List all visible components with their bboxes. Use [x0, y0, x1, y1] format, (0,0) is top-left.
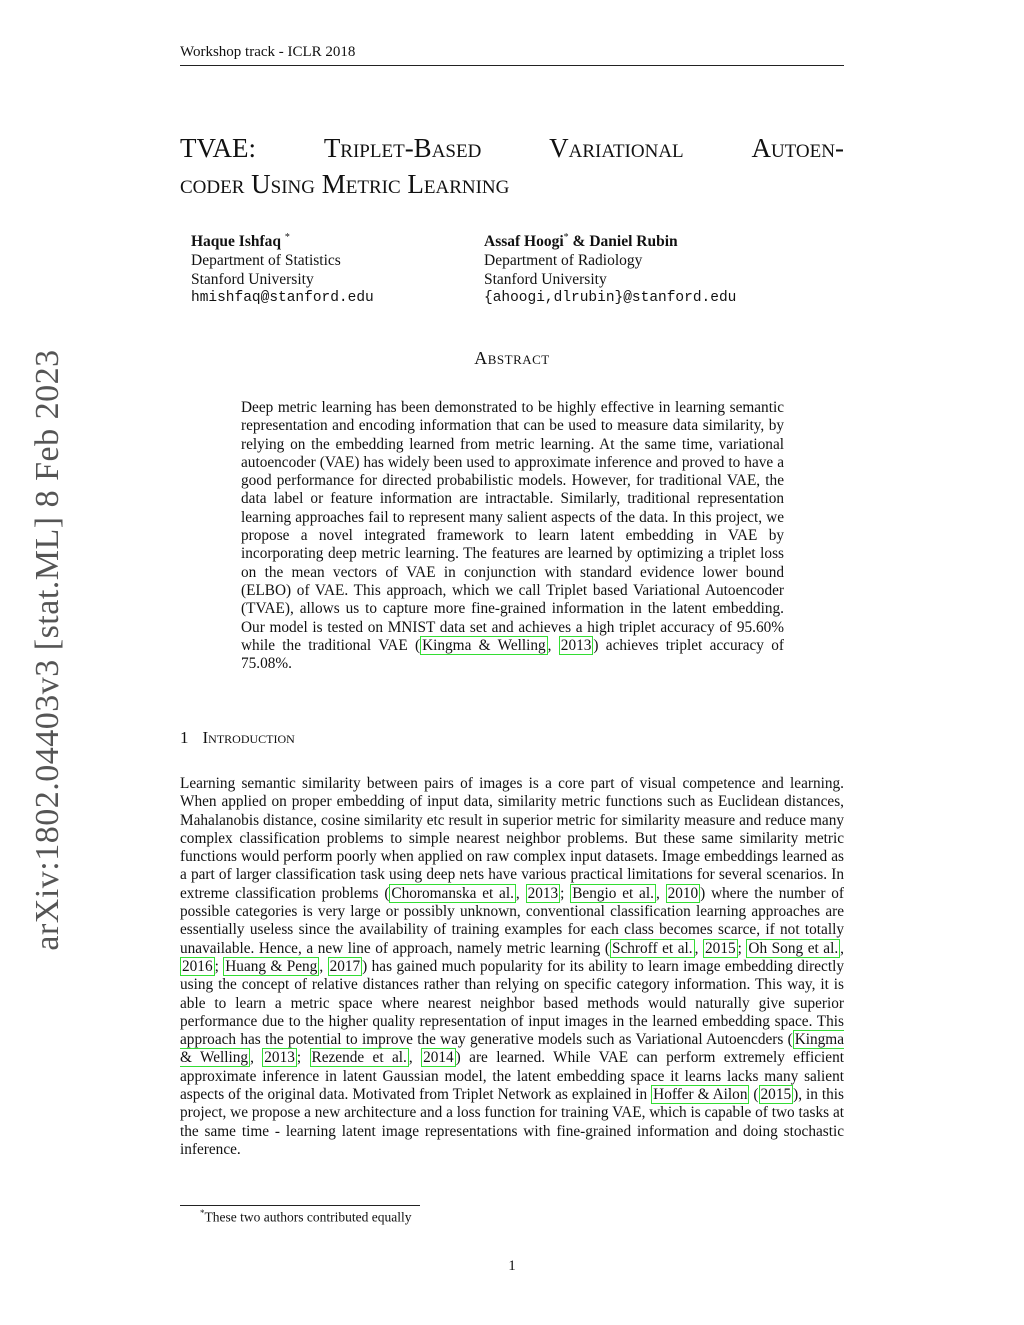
author-email[interactable]: hmishfaq@stanford.edu — [191, 290, 374, 307]
citation-year-link[interactable]: 2017 — [329, 957, 361, 975]
author-univ: Stanford University — [191, 271, 314, 289]
citation-separator: ; — [296, 1049, 310, 1067]
author-name: Haque Ishfaq — [191, 233, 282, 251]
citation-link[interactable]: Kingma & Welling — [422, 636, 546, 654]
intro-paragraph: Learning semantic similarity between pairs of images is a core part of visual competence and learning. When applied on proper embedding of input data, similarity metric functions such as Euclidean distances, Mahalanobis distance, cosine similarity etc result in superior metric for similarity measure and reduce many complex classification problems to simple nearest neighbor problems. But these same similarity metric functions would perform poorly when applied on raw complex input datasets. Image embeddings learned as a part of larger classification task using deep nets have various practical limitations for several scenarios. In extreme classification problems ( Choromanska et al. , 2013 ; Bengio et al. , 2010 ) where the number of possible categories is very large or possibly unknown, conventional classification learning approaches are essentially useless since the availability of training examples for each class becomes scarce, if not totally unavailable. Hence, a new line of approach, namely metric learning ( Schroff et al. , 2015 ; Oh Song et al. , 2016 ; Huang & Peng , 2017 ) has gained much popularity for its ability to learn image embedding directly using the concept of relative distances rather than relying on specific category information. This way, it is able to learn a metric space where nearest neighbor based methods would naturally give superior performance due to the higher quality representation of input images in the learned embedding space. This approach has the potential to improve the way generative models such as Variational Autoencders ( Kingma & Welling , 2013 ; Rezende et al. , 2014 ) are learned. While VAE can perform extremely efficient approximate inference in latent Gaussian model, the latent embedding space it learns lacks many salient aspects of the original data. Motivated from Triplet Network as explained in Hoffer & Ailon ( 2015 ), in this project, we propose a new architecture and a loss function for training VAE, which is capable of two tasks at the same time - learning latent image representations with fine-grained information and doing stochastic inference. — [180, 775, 845, 1158]
citation-year-link[interactable]: 2013 — [560, 636, 592, 654]
citation-link[interactable]: Hoffer & Ailon — [653, 1086, 748, 1104]
citation-separator: ; — [737, 939, 747, 957]
citation-year-link[interactable]: 2015 — [705, 939, 736, 957]
author-block-2 — [484, 228, 736, 308]
citation-link[interactable]: Choromanska et al. — [391, 884, 514, 902]
footnote — [200, 1208, 411, 1226]
citation-year-link[interactable]: 2015 — [760, 1086, 792, 1104]
intro-text: Learning semantic similarity between pairs of images is a core part of visual competence and learning. When applied on proper embedding of input data, similarity metric functions such as Euclidean distances, Mahalanobis distance, cosine similarity etc result in superior metric for similarity measure and reduce many complex classification problems to simple nearest neighbor problems. But these same similarity metric functions would perform poorly when applied on raw complex input datasets. Image embeddings learned as a part of larger classification task using deep nets have various practical limitations for several scenarios. In extreme classification problems ( — [180, 775, 844, 902]
title-word: Triplet-Based — [323, 133, 482, 163]
citation-link[interactable]: Schroff et al. — [611, 939, 693, 957]
author-name: Assaf Hoogi — [484, 233, 564, 251]
author-dept: Department of Radiology — [484, 252, 643, 270]
citation-link[interactable]: Rezende et al. — [311, 1049, 407, 1067]
page-number: 1 — [508, 1258, 516, 1274]
arxiv-stamp: arXiv:1802.04403v3 [stat.ML] 8 Feb 2023 — [29, 349, 66, 951]
intro-text: ) has gained much popularity for its ability to learn image embedding directly using the concept of relative distances rather than relying on specific category information. This way, it is able to learn a metric space where nearest neighbor based methods would naturally give superior performance due to the higher quality representation of input images in the learned embedding space. This approach has the potential to improve the way generative models such as Variational Autoencders ( — [180, 957, 844, 1049]
citation-link[interactable]: Kingma & Welling — [180, 1031, 844, 1067]
intro-text: ), in this project, we propose a new architecture and a loss function for training VAE, which is capable of two tasks at the same time - learning latent image representations with fine-grained information and doing stochastic inference. — [180, 1086, 844, 1158]
section-number: 1 — [180, 728, 189, 747]
citation-year-link[interactable]: 2014 — [423, 1049, 454, 1067]
citation-separator: ; — [214, 957, 224, 975]
section-title: Introduction — [202, 728, 295, 747]
title-word: Autoen- — [751, 133, 844, 163]
citation-year-link[interactable]: 2013 — [527, 884, 559, 902]
title-line-2: coder Using Metric Learning — [180, 169, 510, 199]
abstract-text-end: ) achieves triplet accuracy of 75.08%. — [241, 636, 784, 673]
author-univ: Stanford University — [484, 271, 607, 289]
author-mark: * — [563, 232, 569, 243]
citation-separator: ; — [560, 884, 571, 902]
citation-year-link[interactable]: 2016 — [182, 957, 213, 975]
intro-text: ) where the number of possible categories is very large or possibly unknown, conventional classification learning approaches are essentially useless since the availability of training examples for each class becomes scarce, if not totally unavailable. Hence, a new line of approach, namely metric learning ( — [180, 884, 845, 957]
abstract-heading: Abstract — [474, 348, 550, 368]
footnote-text: These two authors contributed equally — [204, 1209, 412, 1225]
abstract-text-main: Deep metric learning has been demonstrated to be highly effective in learning semantic representation and encoding information that can be used to measure data similarity, by relying on the embedding learned from metric learning. At the same time, variational autoencoder (VAE) has widely been used to approximate inference and proved to have a good performance for directed probabilistic models. However, for traditional VAE, the data label or feature information are intractable. Similarly, traditional representation learning approaches fail to represent many salient aspects of the data. In this project, we propose a novel integrated framework to learn latent embedding in VAE by incorporating deep metric learning. The features are learned by optimizing a triplet loss on the mean vectors of VAE in conjunction with standard evidence lower bound (ELBO) of VAE. This approach, which we call Triplet based Variational Autoencoder (TVAE), allows us to capture more fine-grained information in the latent embedding. Our model is tested on MNIST data set and achieves a high triplet accuracy of 95.60% while the traditional VAE ( — [241, 399, 784, 654]
intro-text: ) are learned. While VAE can perform extremely efficient approximate inference in latent Gaussian model, the latent embedding space it learns lacks many salient aspects of the original data. Motivated from Triplet Network as explained in — [180, 1049, 844, 1104]
author-mark: * — [284, 232, 290, 243]
abstract-text: Deep metric learning has been demonstrated to be highly effective in learning semantic representation and encoding information that can be used to measure data similarity, by relying on the embedding learned from metric learning. At the same time, variational autoencoder (VAE) has widely been used to approximate inference and proved to have a good performance for directed probabilistic models. However, for traditional VAE, the data label or feature information are intractable. Similarly, traditional representation learning approaches fail to represent many salient aspects of the data. In this project, we propose a novel integrated framework to learn latent embedding in VAE by incorporating deep metric learning. The features are learned by optimizing a triplet loss on the mean vectors of VAE in conjunction with standard evidence lower bound (ELBO) of VAE. This approach, which we call Triplet based Variational Autoencoder (TVAE), allows us to capture more fine-grained information in the latent embedding. Our model is tested on MNIST data set and achieves a high triplet accuracy of 95.60% while the traditional VAE ( Kingma & Welling , 2013 ) achieves triplet accuracy of 75.08%. — [241, 399, 784, 673]
footnote-rule — [180, 1205, 420, 1206]
footnote-mark: * — [200, 1208, 205, 1218]
author-name-suffix: & Daniel Rubin — [568, 233, 678, 251]
running-header: Workshop track - ICLR 2018 — [180, 44, 356, 60]
citation-link[interactable]: Oh Song et al. — [748, 939, 839, 957]
title-word: TVAE: — [180, 133, 257, 163]
author-email[interactable]: {ahoogi,dlrubin}@stanford.edu — [484, 290, 737, 307]
author-dept: Department of Statistics — [191, 252, 341, 270]
header-rule — [180, 65, 844, 66]
author-block-1 — [191, 228, 374, 308]
title-word: Variational — [549, 133, 684, 163]
citation-year-link[interactable]: 2013 — [264, 1049, 295, 1067]
section-heading-introduction — [180, 728, 295, 748]
citation-link[interactable]: Bengio et al. — [572, 884, 654, 902]
paper-title — [180, 130, 844, 202]
citation-link[interactable]: Huang & Peng — [225, 957, 318, 975]
citation-year-link[interactable]: 2010 — [667, 884, 699, 902]
